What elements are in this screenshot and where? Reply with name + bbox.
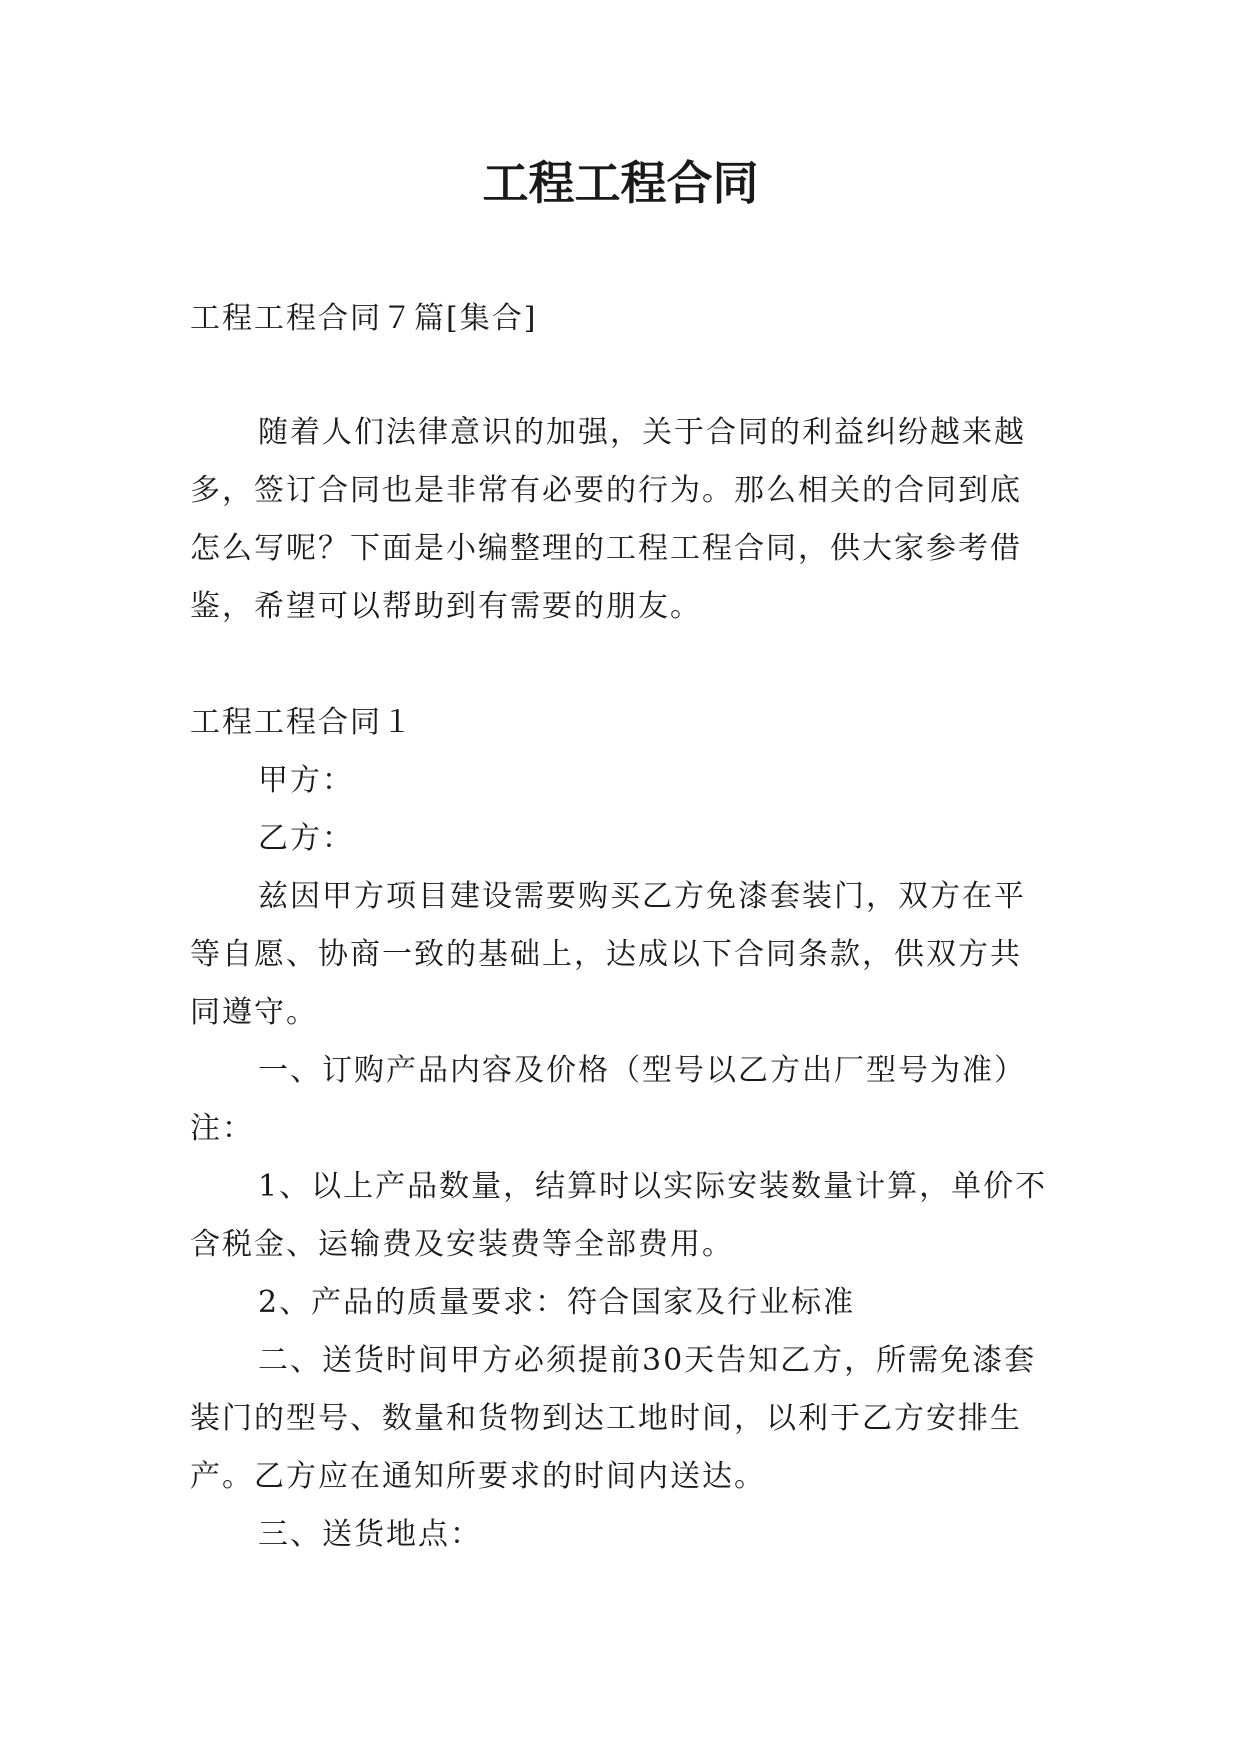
preamble-paragraph: 兹因甲方项目建设需要购买乙方免漆套装门，双方在平等自愿、协商一致的基础上，达成以下合同条款，供双方共同遵守。 <box>190 879 1026 1030</box>
party-a-line: 甲方： <box>258 763 354 798</box>
intro-paragraph: 随着人们法律意识的加强，关于合同的利益纠纷越来越多，签订合同也是非常有必要的行为。那么相关的合同到底怎么写呢？下面是小编整理的工程工程合同，供大家参考借鉴，希望可以帮助到有需要的朋友。 <box>190 415 1026 624</box>
document-title: 工程工程合同 <box>482 156 759 210</box>
clause-1-item-1: 1、以上产品数量，结算时以实际安装数量计算，单价不含税金、运输费及安装费等全部费用。 <box>190 1169 1048 1262</box>
clause-1-item-2: 2、产品的质量要求：符合国家及行业标准 <box>258 1285 856 1320</box>
clause-1-heading: 一、订购产品内容及价格（型号以乙方出厂型号为准）注： <box>190 1053 1026 1146</box>
document-subtitle: 工程工程合同７篇[集合] <box>190 301 538 336</box>
contract-clauses <box>190 752 1050 1564</box>
party-b-line: 乙方： <box>258 821 354 856</box>
clause-2-paragraph: 二、送货时间甲方必须提前30天告知乙方，所需免漆套装门的型号、数量和货物到达工地时间，以利于乙方安排生产。乙方应在通知所要求的时间内送达。 <box>190 1343 1037 1494</box>
clause-3-heading: 三、送货地点： <box>258 1517 482 1552</box>
section-heading: 工程工程合同１ <box>190 705 414 740</box>
